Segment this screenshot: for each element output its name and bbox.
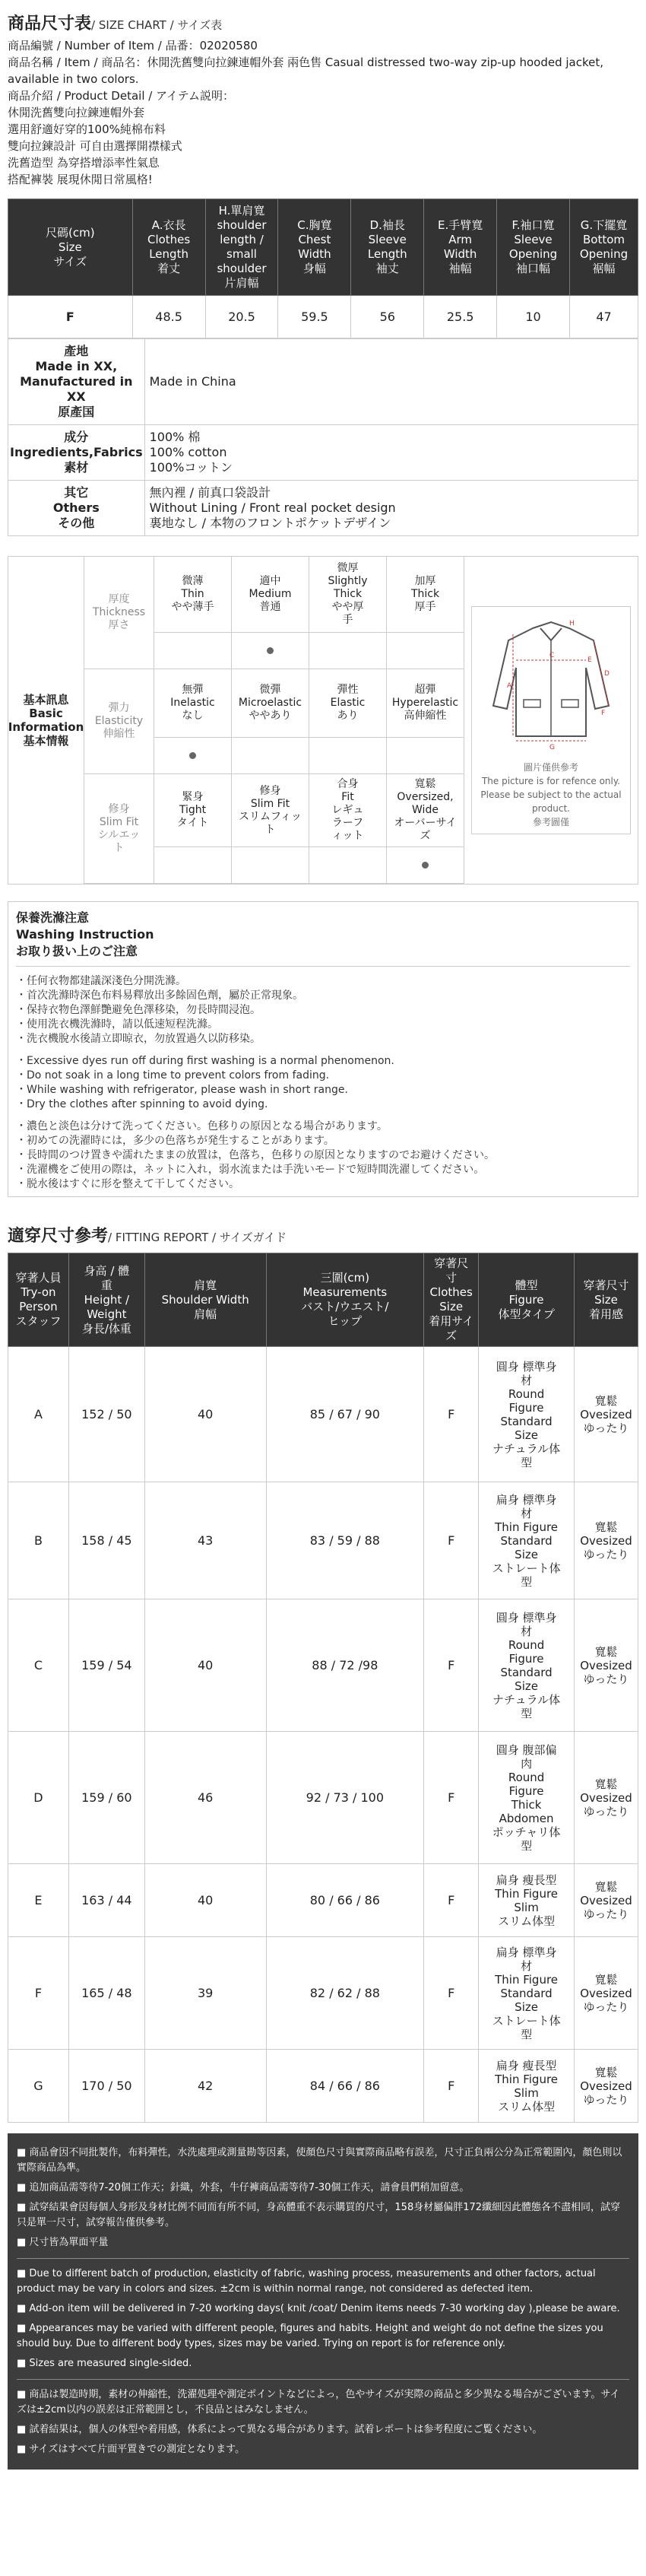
note-zh: ■ 商品會因不同批製作，布料彈性，水洗處理或測量勘等因素，使顏色尺寸與實際商品略有誤差，尺寸正負兩公分為正常範圍內，顏色則以實際商品為準。 (17, 2147, 622, 2174)
note-en: ■ Sizes are measured single-sided. (17, 2358, 192, 2369)
fit-person: B (8, 1482, 69, 1599)
fit-figure: 扁身 瘦長型 Thin Figure Slim スリム体型 (479, 2050, 575, 2123)
basic-info-option: 微薄 Thin やや薄手 (154, 557, 232, 633)
selected-dot-icon (267, 647, 274, 654)
washing-zh-line: ・首次洗滌時深色布料易釋放出多餘固色劑，屬於正常現象。 (16, 989, 303, 1002)
divider (16, 966, 630, 967)
washing-jp-line: ・初めての洗濯時には，多少の色落ちが発生することがあります。 (16, 1135, 334, 1147)
size-cell: 56 (351, 296, 424, 338)
size-col-header: 尺碼(cm) Size サイズ (8, 199, 133, 296)
fit-col-header: 穿著人員 Try-on Person スタッフ (8, 1253, 69, 1347)
fit-feel: 寬鬆 Ovesized ゆったり (575, 1347, 638, 1482)
table-row (8, 339, 638, 425)
size-chart-heading (8, 0, 638, 34)
washing-en-line: ・While washing with refrigerator, please wash in short range. (16, 1084, 348, 1096)
table-row (8, 1599, 638, 1732)
fit-person: A (8, 1347, 69, 1482)
basic-info-option: 修身 Slim Fit スリムフィッ ト (232, 774, 309, 847)
washing-zh-line: ・任何衣物都建議深淺色分開洗滌。 (16, 975, 186, 987)
fit-size: F (424, 1864, 479, 1937)
fit-person: G (8, 2050, 69, 2123)
selection-cell (309, 738, 387, 774)
fit-size: F (424, 1599, 479, 1732)
fitting-title: 適穿尺寸參考 (8, 1227, 109, 1246)
table-row (8, 425, 638, 481)
selection-cell (232, 847, 309, 884)
table-row (8, 481, 638, 536)
fit-person: F (8, 1937, 69, 2050)
washing-title-jp: お取り扱い上のご注意 (16, 944, 138, 958)
fit-shoulder: 42 (144, 2050, 266, 2123)
note-en: ■ Add-on item will be delivered in 7-20 working days( knit /coat/ Denim items needs 7-30 working day ),please be aware. (17, 2303, 620, 2314)
basic-info-option: 微厚 Slightly Thick やや厚 手 (309, 557, 387, 633)
note-jp: ■ 試着結果は，個人の体型や着用感，体系によって異なる場合があります。試着レポートは参考程度にご覧ください。 (17, 2424, 543, 2435)
size-col-header: A.衣長 Clothes Length 着丈 (132, 199, 205, 296)
fit-col-header: 穿著尺寸 Size 着用感 (575, 1253, 638, 1347)
notes-panel (8, 2133, 638, 2470)
fitting-subtitle: / FITTING REPORT / サイズガイド (108, 1231, 287, 1244)
fit-measurements: 82 / 62 / 88 (266, 1937, 424, 2050)
size-cell: 48.5 (132, 296, 205, 338)
selection-cell (154, 847, 232, 884)
note-zh: ■ 試穿結果會因每個人身形及身材比例不同而有所不同，身高體重不表示購買的尺寸，158身材屬偏胖172纖細因此體態各不盡相同，試穿只是單一尺寸，試穿報告僅供參考。 (17, 2202, 621, 2228)
fit-feel: 寬鬆 Ovesized ゆったり (575, 1937, 638, 2050)
svg-text:A: A (507, 682, 512, 690)
note-jp: ■ サイズはすべて片面平置きでの測定となります。 (17, 2444, 245, 2455)
fit-feel: 寬鬆 Ovesized ゆったり (575, 1864, 638, 1937)
basic-info-option: 彈性 Elastic あり (309, 669, 387, 738)
basic-info-option: 微彈 Microelastic ややあり (232, 669, 309, 738)
selection-cell (154, 738, 232, 774)
size-col-header: G.下擺寬 Bottom Opening 裾幅 (570, 199, 638, 296)
size-chart-title: 商品尺寸表 (8, 14, 92, 33)
divider (17, 2258, 629, 2259)
table-row (8, 296, 638, 338)
size-cell: 10 (497, 296, 570, 338)
washing-en-line: ・Excessive dyes run off during first washing is a normal phenomenon. (16, 1055, 394, 1067)
note-en: ■ Appearances may be varied with different people, figures and habits. Height and weight do not define the sizes you should buy. Due to different body types, sizes may be varied. Trying on report is for reference only. (17, 2323, 603, 2349)
selection-cell (387, 738, 464, 774)
washing-zh-line: ・使用洗衣機洗滌時，請以低速短程洗滌。 (16, 1018, 218, 1031)
fit-measurements: 84 / 66 / 86 (266, 2050, 424, 2123)
size-col-header: F.袖口寬 Sleeve Opening 袖口幅 (497, 199, 570, 296)
fit-feel: 寬鬆 Ovesized ゆったり (575, 2050, 638, 2123)
fit-figure: 圓身 標準身 材 Round Figure Standard Size ナチュラル体 型 (479, 1599, 575, 1732)
jacket-sketch-icon (480, 615, 622, 751)
size-col-header: D.袖長 Sleeve Length 袖丈 (351, 199, 424, 296)
fit-measurements: 80 / 66 / 86 (266, 1864, 424, 1937)
note-zh: ■ 追加商品需等待7-20個工作天；針織，外套，牛仔褲商品需等待7-30個工作天，請會員們稍加留意。 (17, 2182, 470, 2193)
svg-text:H: H (569, 620, 575, 627)
selection-cell (387, 847, 464, 884)
fit-measurements: 85 / 67 / 90 (266, 1347, 424, 1482)
fit-shoulder: 40 (144, 1347, 266, 1482)
fit-measurements: 83 / 59 / 88 (266, 1482, 424, 1599)
selection-cell (232, 633, 309, 669)
fit-person: E (8, 1864, 69, 1937)
product-number: 商品編號 / Number of Item / 品番：02020580 (8, 39, 258, 52)
basic-info-option: 加厚 Thick 厚手 (387, 557, 464, 633)
washing-jp-line: ・濃色と淡色は分けて洗ってください。色移りの原因となる場合があります。 (16, 1120, 388, 1132)
fit-figure: 扁身 標準身 材 Thin Figure Standard Size ストレート体 型 (479, 1482, 575, 1599)
basic-info-row-name: 厚度 Thickness 厚さ (84, 557, 154, 669)
basic-info-row-name: 彈力 Elasticity 伸縮性 (84, 669, 154, 774)
fit-col-header: 三圍(cm) Measurements バスト/ウエスト/ ヒップ (266, 1253, 424, 1347)
others-value: 無內裡 / 前真口袋設計 Without Lining / Front real pocket design 裏地なし / 本物のフロントポケットデザイン (144, 481, 638, 536)
others-label: 其它 Others その他 (8, 481, 145, 536)
origin-value: Made in China (144, 339, 638, 425)
fit-height-weight: 165 / 48 (68, 1937, 144, 2050)
washing-title-zh: 保養洗滌注意 (16, 910, 90, 925)
fit-height-weight: 170 / 50 (68, 2050, 144, 2123)
fit-size: F (424, 1732, 479, 1864)
fit-measurements: 92 / 73 / 100 (266, 1732, 424, 1864)
basic-info-option: 適中 Medium 普通 (232, 557, 309, 633)
basic-info-option: 無彈 Inelastic なし (154, 669, 232, 738)
fit-size: F (424, 1482, 479, 1599)
size-cell: 25.5 (424, 296, 497, 338)
selection-cell (232, 738, 309, 774)
fit-figure: 扁身 標準身 材 Thin Figure Standard Size ストレート体 型 (479, 1937, 575, 2050)
fit-shoulder: 39 (144, 1937, 266, 2050)
fabric-value: 100% 棉 100% cotton 100%コットン (144, 425, 638, 481)
fit-person: D (8, 1732, 69, 1864)
fit-measurements: 88 / 72 /98 (266, 1599, 424, 1732)
fabric-label: 成分 Ingredients,Fabrics 素材 (8, 425, 145, 481)
fit-size: F (424, 2050, 479, 2123)
fit-shoulder: 43 (144, 1482, 266, 1599)
fit-height-weight: 159 / 60 (68, 1732, 144, 1864)
table-row (8, 1864, 638, 1937)
fit-figure: 圓身 標準身 材 Round Figure Standard Size ナチュラル体 型 (479, 1347, 575, 1482)
table-row (8, 2050, 638, 2123)
basic-info-grid (84, 557, 464, 884)
garment-picture (464, 557, 638, 884)
fit-feel: 寬鬆 Ovesized ゆったり (575, 1732, 638, 1864)
size-table (8, 199, 638, 338)
divider (17, 2379, 629, 2380)
size-chart-subtitle: / SIZE CHART / サイズ表 (91, 18, 223, 32)
fit-height-weight: 158 / 45 (68, 1482, 144, 1599)
washing-instruction (8, 901, 638, 1197)
fit-size: F (424, 1937, 479, 2050)
size-table-header (8, 199, 638, 296)
washing-jp-line: ・長時間のつけ置きや濡れたままの放置は，色落ち，色移りの原因となりますのでお避けください。 (16, 1149, 495, 1161)
washing-zh-line: ・保持衣物色澤鮮艷避免色澤移染，勿長時間浸泡。 (16, 1004, 261, 1016)
selection-cell (309, 633, 387, 669)
size-cell: 20.5 (205, 296, 278, 338)
fit-height-weight: 159 / 54 (68, 1599, 144, 1732)
table-row (8, 1347, 638, 1482)
fit-figure: 扁身 瘦長型 Thin Figure Slim スリム体型 (479, 1864, 575, 1937)
washing-jp-line: ・洗濯機をご使用の際は，ネットに入れ，弱水流または手洗いモードで短時間洗濯してください。 (16, 1164, 485, 1176)
fit-col-header: 體型 Figure 体型タイプ (479, 1253, 575, 1347)
product-detail-label: 商品介紹 / Product Detail / アイテム説明： (8, 89, 234, 103)
selected-dot-icon (189, 752, 196, 759)
selection-cell (154, 633, 232, 669)
svg-text:C: C (549, 652, 555, 659)
fit-feel: 寬鬆 Ovesized ゆったり (575, 1599, 638, 1732)
product-detail-line: 選用舒適好穿的100%純棉布料 (8, 122, 166, 136)
svg-text:D: D (604, 670, 610, 678)
size-col-header: C.胸寬 Chest Width 身幅 (278, 199, 351, 296)
note-zh: ■ 尺寸皆為單面平量 (17, 2237, 109, 2248)
size-col-header: E.手臂寬 Arm Width 袖幅 (424, 199, 497, 296)
table-row (8, 1937, 638, 2050)
fit-height-weight: 163 / 44 (68, 1864, 144, 1937)
fit-figure: 圓身 腹部偏 肉 Round Figure Thick Abdomen ポッチャリ体 型 (479, 1732, 575, 1864)
washing-jp-line: ・脱水後はすぐに形を整えて干してください。 (16, 1178, 239, 1190)
washing-title-en: Washing Instruction (16, 927, 154, 942)
fit-shoulder: 40 (144, 1599, 266, 1732)
basic-info-label: 基本訊息 Basic Information 基本情報 (8, 557, 84, 884)
washing-zh-line: ・洗衣機脫水後請立即晾衣，勿放置過久以防移染。 (16, 1033, 261, 1045)
size-cell: F (8, 296, 133, 338)
size-col-header: H.單肩寬 shoulder length / small shoulder 片肩幅 (205, 199, 278, 296)
basic-info-option: 合身 Fit レギュ ラーフ ィット (309, 774, 387, 847)
fit-col-header: 肩寬 Shoulder Width 肩幅 (144, 1253, 266, 1347)
selection-cell (387, 633, 464, 669)
fit-feel: 寬鬆 Ovesized ゆったり (575, 1482, 638, 1599)
size-cell: 59.5 (278, 296, 351, 338)
fit-col-header: 身高 / 體 重 Height / Weight 身長/体重 (68, 1253, 144, 1347)
basic-info-option: 超彈 Hyperelastic 高伸縮性 (387, 669, 464, 738)
fitting-table (8, 1253, 638, 2123)
product-detail-line: 洗舊造型 為穿搭增添率性氣息 (8, 156, 160, 170)
selected-dot-icon (422, 862, 429, 869)
fit-shoulder: 40 (144, 1864, 266, 1937)
svg-text:F: F (601, 710, 606, 717)
product-info (8, 37, 638, 188)
svg-text:G: G (549, 744, 555, 751)
product-detail-line: 搭配褲裝 展現休閒日常風格! (8, 173, 153, 186)
fit-height-weight: 152 / 50 (68, 1347, 144, 1482)
note-jp: ■ 商品は製造時期，素材の伸縮性，洗濯処理や測定ポイントなどによっ，色やサイズが実際の商品と多少異なる場合がございます。サイズは±2cm以内の誤差は正常範囲とし，不良品とはみなしません。 (17, 2389, 620, 2416)
fitting-table-header (8, 1253, 638, 1347)
basic-info-row-name: 修身 Slim Fit シルエッ ト (84, 774, 154, 884)
fitting-heading (8, 1212, 638, 1247)
product-name: 商品名稱 / Item / 商品名：休閒洗舊雙向拉鍊連帽外套 兩色售 Casual distressed two-way zip-up hooded jacket, available in two colors. (8, 56, 604, 86)
fit-shoulder: 46 (144, 1732, 266, 1864)
table-row (8, 1732, 638, 1864)
note-en: ■ Due to different batch of production, elasticity of fabric, washing process, measurements and other factors, actual product may be vary in colors and sizes. ±2cm is within normal range, not considered as defected item. (17, 2268, 596, 2295)
table-row (8, 1482, 638, 1599)
basic-info-option: 緊身 Tight タイト (154, 774, 232, 847)
size-cell: 47 (570, 296, 638, 338)
fit-size: F (424, 1347, 479, 1482)
washing-en-line: ・Dry the clothes after spinning to avoid dying. (16, 1098, 268, 1110)
origin-label: 產地 Made in XX, Manufactured in XX 原產国 (8, 339, 145, 425)
basic-info-option: 寬鬆 Oversized, Wide オーバーサイ ズ (387, 774, 464, 847)
fit-person: C (8, 1599, 69, 1732)
svg-text:E: E (587, 656, 592, 664)
attribute-table (8, 338, 638, 536)
product-detail-line: 休閒洗舊雙向拉鍊連帽外套 (8, 106, 145, 119)
basic-info-panel (8, 556, 638, 885)
fit-col-header: 穿著尺 寸 Clothes Size 着用サイ ズ (424, 1253, 479, 1347)
picture-caption: 圖片僅供參考 The picture is for refence only. Please be subject to the actual product. 參考圖僅 (480, 762, 622, 827)
selection-cell (309, 847, 387, 884)
garment-diagram (471, 606, 631, 834)
product-detail-line: 雙向拉鍊設計 可自由選擇開襟樣式 (8, 139, 182, 153)
washing-en-line: ・Do not soak in a long time to prevent colors from fading. (16, 1069, 330, 1082)
